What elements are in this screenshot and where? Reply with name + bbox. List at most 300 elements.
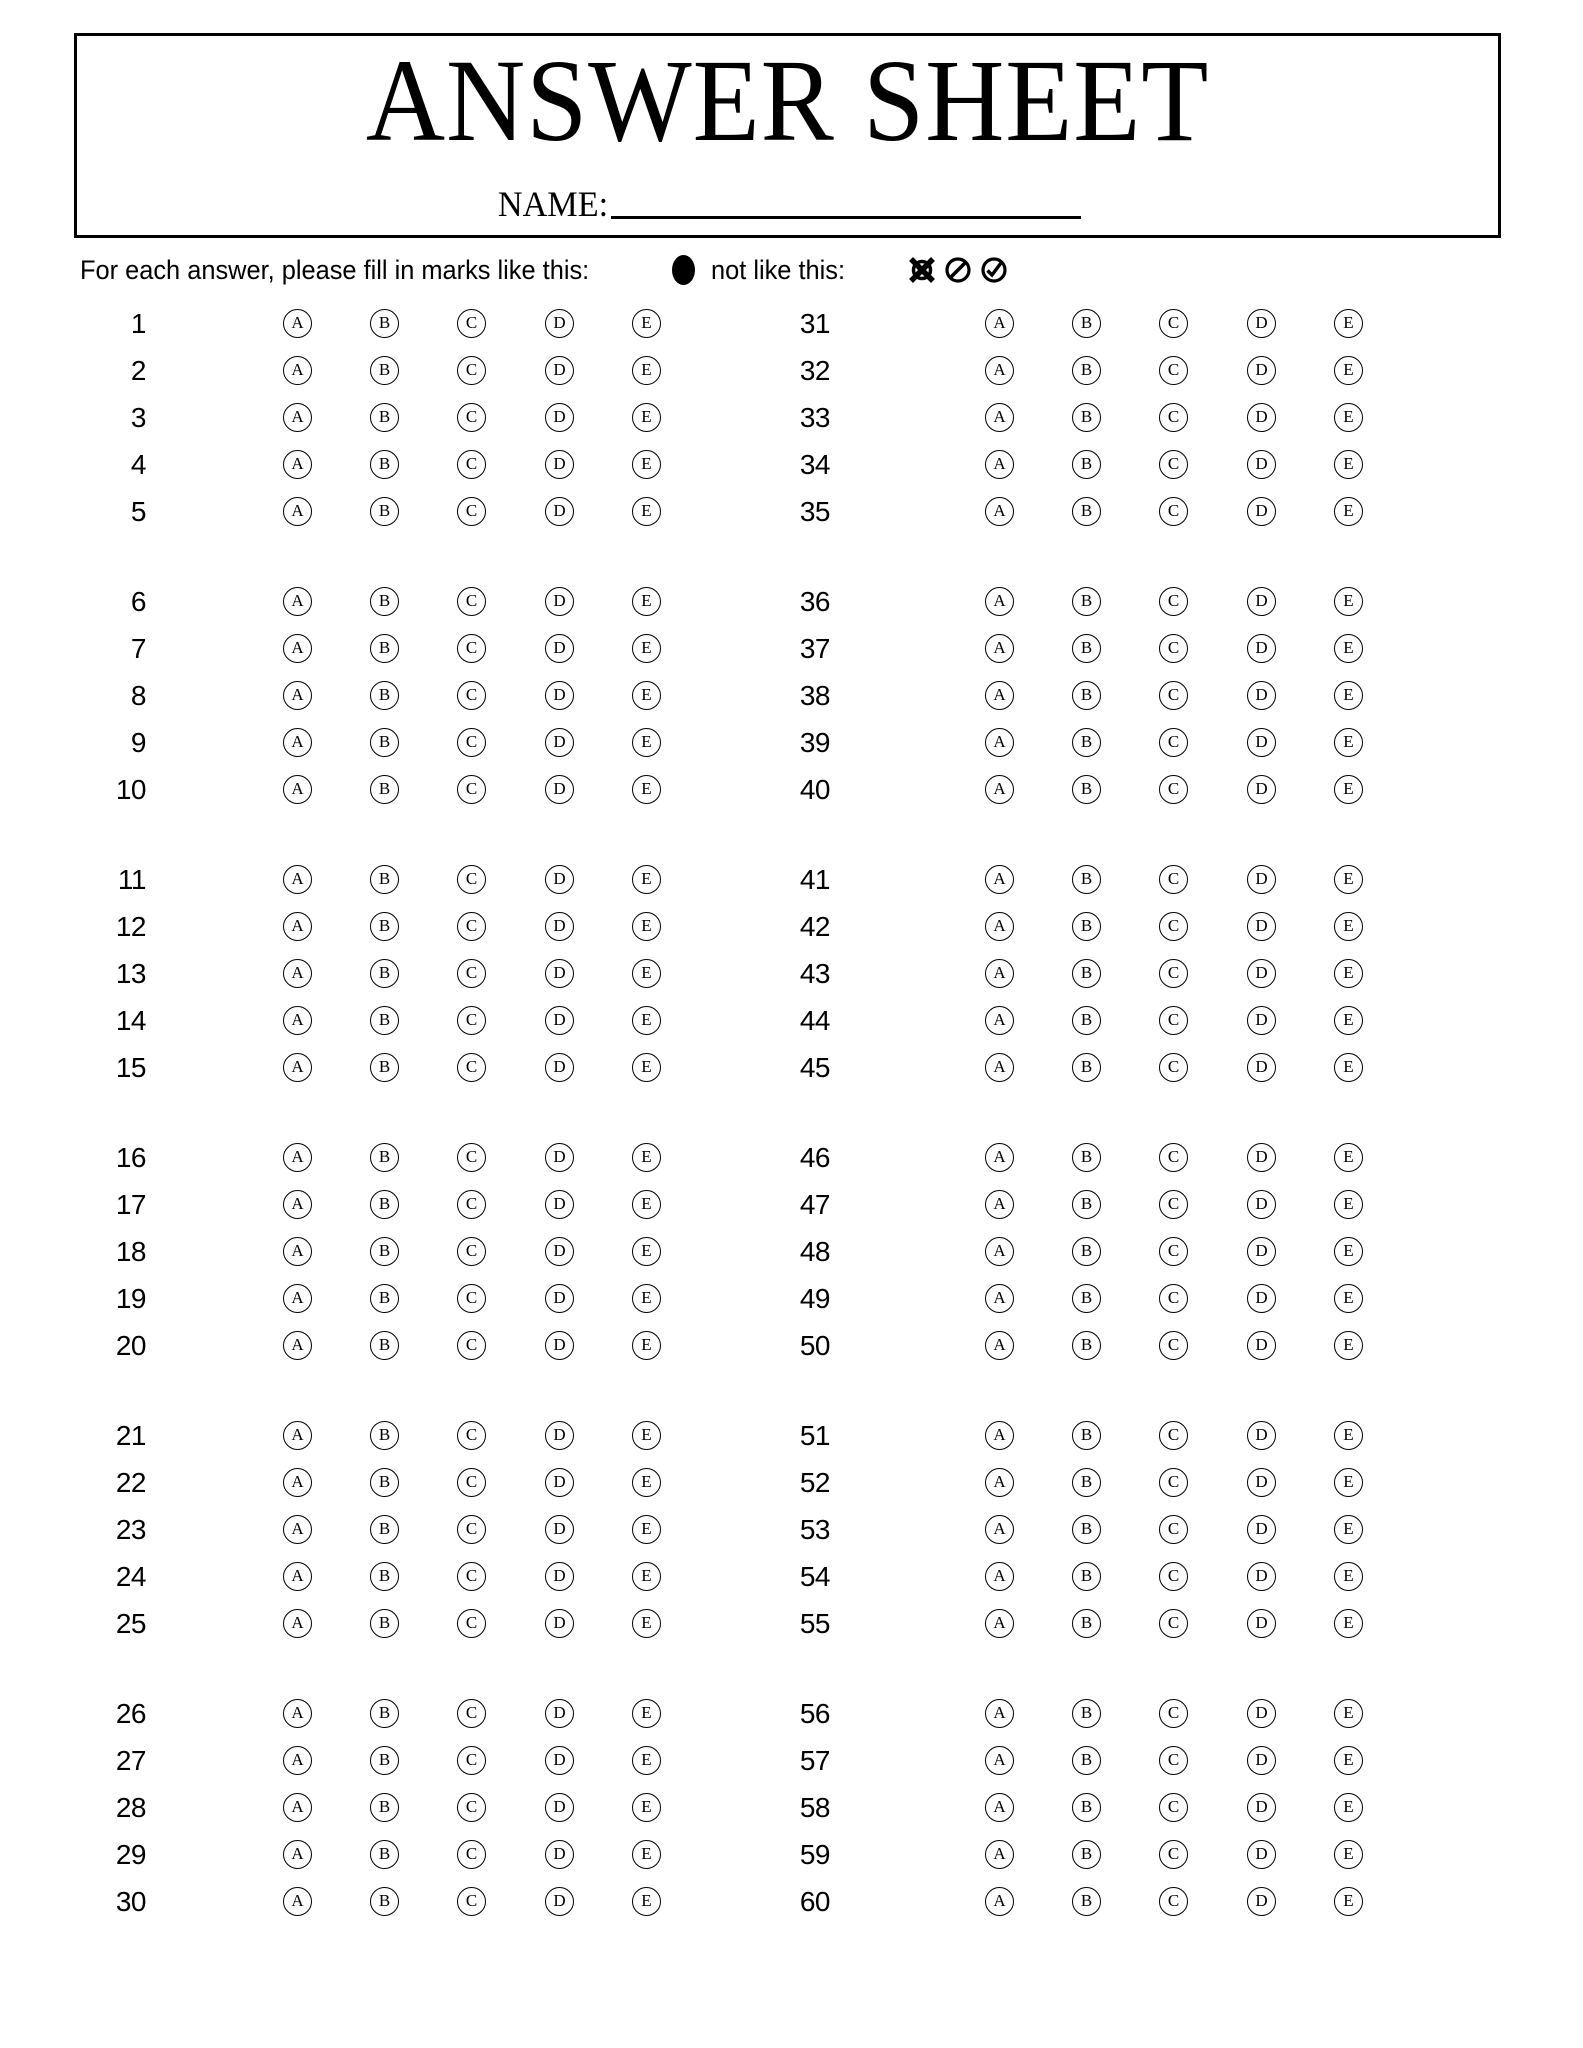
answer-bubble-50-E[interactable]: E	[1334, 1331, 1363, 1360]
answer-bubble-19-C[interactable]: C	[457, 1284, 486, 1313]
answer-bubble-22-A[interactable]: A	[283, 1468, 312, 1497]
answer-bubble-39-D[interactable]: D	[1247, 728, 1276, 757]
answer-bubble-39-B[interactable]: B	[1072, 728, 1101, 757]
answer-bubble-27-A[interactable]: A	[283, 1746, 312, 1775]
answer-bubble-19-D[interactable]: D	[545, 1284, 574, 1313]
answer-bubble-35-A[interactable]: A	[985, 497, 1014, 526]
answer-bubble-41-A[interactable]: A	[985, 865, 1014, 894]
answer-bubble-35-B[interactable]: B	[1072, 497, 1101, 526]
answer-bubble-28-D[interactable]: D	[545, 1793, 574, 1822]
answer-bubble-40-B[interactable]: B	[1072, 775, 1101, 804]
answer-bubble-17-E[interactable]: E	[632, 1190, 661, 1219]
answer-bubble-37-A[interactable]: A	[985, 634, 1014, 663]
answer-bubble-22-D[interactable]: D	[545, 1468, 574, 1497]
answer-bubble-33-D[interactable]: D	[1247, 403, 1276, 432]
answer-bubble-38-C[interactable]: C	[1159, 681, 1188, 710]
answer-bubble-11-D[interactable]: D	[545, 865, 574, 894]
answer-bubble-16-E[interactable]: E	[632, 1143, 661, 1172]
answer-bubble-22-C[interactable]: C	[457, 1468, 486, 1497]
answer-bubble-4-C[interactable]: C	[457, 450, 486, 479]
answer-bubble-12-C[interactable]: C	[457, 912, 486, 941]
answer-bubble-17-B[interactable]: B	[370, 1190, 399, 1219]
answer-bubble-25-B[interactable]: B	[370, 1609, 399, 1638]
answer-bubble-20-C[interactable]: C	[457, 1331, 486, 1360]
answer-bubble-32-C[interactable]: C	[1159, 356, 1188, 385]
answer-bubble-35-E[interactable]: E	[1334, 497, 1363, 526]
answer-bubble-32-A[interactable]: A	[985, 356, 1014, 385]
answer-bubble-9-E[interactable]: E	[632, 728, 661, 757]
answer-bubble-8-C[interactable]: C	[457, 681, 486, 710]
answer-bubble-2-D[interactable]: D	[545, 356, 574, 385]
answer-bubble-37-B[interactable]: B	[1072, 634, 1101, 663]
answer-bubble-51-E[interactable]: E	[1334, 1421, 1363, 1450]
answer-bubble-52-C[interactable]: C	[1159, 1468, 1188, 1497]
answer-bubble-31-E[interactable]: E	[1334, 309, 1363, 338]
answer-bubble-13-B[interactable]: B	[370, 959, 399, 988]
answer-bubble-24-B[interactable]: B	[370, 1562, 399, 1591]
answer-bubble-37-C[interactable]: C	[1159, 634, 1188, 663]
answer-bubble-56-E[interactable]: E	[1334, 1699, 1363, 1728]
answer-bubble-8-B[interactable]: B	[370, 681, 399, 710]
answer-bubble-6-D[interactable]: D	[545, 587, 574, 616]
answer-bubble-55-C[interactable]: C	[1159, 1609, 1188, 1638]
answer-bubble-36-E[interactable]: E	[1334, 587, 1363, 616]
answer-bubble-34-C[interactable]: C	[1159, 450, 1188, 479]
answer-bubble-1-A[interactable]: A	[283, 309, 312, 338]
answer-bubble-32-E[interactable]: E	[1334, 356, 1363, 385]
answer-bubble-46-E[interactable]: E	[1334, 1143, 1363, 1172]
answer-bubble-23-C[interactable]: C	[457, 1515, 486, 1544]
answer-bubble-43-C[interactable]: C	[1159, 959, 1188, 988]
answer-bubble-49-C[interactable]: C	[1159, 1284, 1188, 1313]
answer-bubble-27-C[interactable]: C	[457, 1746, 486, 1775]
answer-bubble-47-C[interactable]: C	[1159, 1190, 1188, 1219]
answer-bubble-25-E[interactable]: E	[632, 1609, 661, 1638]
answer-bubble-40-A[interactable]: A	[985, 775, 1014, 804]
answer-bubble-2-B[interactable]: B	[370, 356, 399, 385]
answer-bubble-9-C[interactable]: C	[457, 728, 486, 757]
answer-bubble-27-B[interactable]: B	[370, 1746, 399, 1775]
answer-bubble-23-E[interactable]: E	[632, 1515, 661, 1544]
answer-bubble-42-E[interactable]: E	[1334, 912, 1363, 941]
answer-bubble-15-C[interactable]: C	[457, 1053, 486, 1082]
answer-bubble-54-B[interactable]: B	[1072, 1562, 1101, 1591]
answer-bubble-52-E[interactable]: E	[1334, 1468, 1363, 1497]
answer-bubble-45-A[interactable]: A	[985, 1053, 1014, 1082]
answer-bubble-41-D[interactable]: D	[1247, 865, 1276, 894]
answer-bubble-40-D[interactable]: D	[1247, 775, 1276, 804]
answer-bubble-53-C[interactable]: C	[1159, 1515, 1188, 1544]
answer-bubble-33-B[interactable]: B	[1072, 403, 1101, 432]
answer-bubble-8-D[interactable]: D	[545, 681, 574, 710]
answer-bubble-1-B[interactable]: B	[370, 309, 399, 338]
answer-bubble-19-B[interactable]: B	[370, 1284, 399, 1313]
answer-bubble-9-D[interactable]: D	[545, 728, 574, 757]
answer-bubble-14-A[interactable]: A	[283, 1006, 312, 1035]
answer-bubble-56-A[interactable]: A	[985, 1699, 1014, 1728]
answer-bubble-11-E[interactable]: E	[632, 865, 661, 894]
answer-bubble-49-D[interactable]: D	[1247, 1284, 1276, 1313]
answer-bubble-28-E[interactable]: E	[632, 1793, 661, 1822]
answer-bubble-57-C[interactable]: C	[1159, 1746, 1188, 1775]
answer-bubble-16-D[interactable]: D	[545, 1143, 574, 1172]
answer-bubble-28-B[interactable]: B	[370, 1793, 399, 1822]
answer-bubble-44-A[interactable]: A	[985, 1006, 1014, 1035]
answer-bubble-56-B[interactable]: B	[1072, 1699, 1101, 1728]
answer-bubble-40-E[interactable]: E	[1334, 775, 1363, 804]
answer-bubble-30-D[interactable]: D	[545, 1887, 574, 1916]
answer-bubble-9-A[interactable]: A	[283, 728, 312, 757]
answer-bubble-26-D[interactable]: D	[545, 1699, 574, 1728]
answer-bubble-58-E[interactable]: E	[1334, 1793, 1363, 1822]
answer-bubble-45-D[interactable]: D	[1247, 1053, 1276, 1082]
answer-bubble-42-D[interactable]: D	[1247, 912, 1276, 941]
answer-bubble-55-E[interactable]: E	[1334, 1609, 1363, 1638]
answer-bubble-4-A[interactable]: A	[283, 450, 312, 479]
answer-bubble-37-E[interactable]: E	[1334, 634, 1363, 663]
answer-bubble-5-A[interactable]: A	[283, 497, 312, 526]
answer-bubble-24-A[interactable]: A	[283, 1562, 312, 1591]
answer-bubble-48-E[interactable]: E	[1334, 1237, 1363, 1266]
answer-bubble-31-A[interactable]: A	[985, 309, 1014, 338]
answer-bubble-32-D[interactable]: D	[1247, 356, 1276, 385]
answer-bubble-53-D[interactable]: D	[1247, 1515, 1276, 1544]
answer-bubble-59-A[interactable]: A	[985, 1840, 1014, 1869]
answer-bubble-48-C[interactable]: C	[1159, 1237, 1188, 1266]
answer-bubble-52-D[interactable]: D	[1247, 1468, 1276, 1497]
answer-bubble-30-B[interactable]: B	[370, 1887, 399, 1916]
answer-bubble-11-C[interactable]: C	[457, 865, 486, 894]
answer-bubble-23-B[interactable]: B	[370, 1515, 399, 1544]
answer-bubble-48-D[interactable]: D	[1247, 1237, 1276, 1266]
answer-bubble-25-A[interactable]: A	[283, 1609, 312, 1638]
answer-bubble-7-B[interactable]: B	[370, 634, 399, 663]
answer-bubble-21-D[interactable]: D	[545, 1421, 574, 1450]
answer-bubble-38-B[interactable]: B	[1072, 681, 1101, 710]
answer-bubble-16-A[interactable]: A	[283, 1143, 312, 1172]
answer-bubble-54-D[interactable]: D	[1247, 1562, 1276, 1591]
answer-bubble-42-A[interactable]: A	[985, 912, 1014, 941]
answer-bubble-57-E[interactable]: E	[1334, 1746, 1363, 1775]
answer-bubble-49-B[interactable]: B	[1072, 1284, 1101, 1313]
answer-bubble-10-E[interactable]: E	[632, 775, 661, 804]
answer-bubble-35-D[interactable]: D	[1247, 497, 1276, 526]
answer-bubble-58-D[interactable]: D	[1247, 1793, 1276, 1822]
answer-bubble-43-E[interactable]: E	[1334, 959, 1363, 988]
answer-bubble-37-D[interactable]: D	[1247, 634, 1276, 663]
answer-bubble-13-D[interactable]: D	[545, 959, 574, 988]
answer-bubble-12-B[interactable]: B	[370, 912, 399, 941]
answer-bubble-18-B[interactable]: B	[370, 1237, 399, 1266]
answer-bubble-7-A[interactable]: A	[283, 634, 312, 663]
answer-bubble-34-D[interactable]: D	[1247, 450, 1276, 479]
answer-bubble-21-A[interactable]: A	[283, 1421, 312, 1450]
answer-bubble-44-D[interactable]: D	[1247, 1006, 1276, 1035]
answer-bubble-21-B[interactable]: B	[370, 1421, 399, 1450]
answer-bubble-29-D[interactable]: D	[545, 1840, 574, 1869]
answer-bubble-15-E[interactable]: E	[632, 1053, 661, 1082]
answer-bubble-6-E[interactable]: E	[632, 587, 661, 616]
answer-bubble-3-B[interactable]: B	[370, 403, 399, 432]
answer-bubble-43-A[interactable]: A	[985, 959, 1014, 988]
answer-bubble-26-B[interactable]: B	[370, 1699, 399, 1728]
answer-bubble-20-A[interactable]: A	[283, 1331, 312, 1360]
answer-bubble-58-C[interactable]: C	[1159, 1793, 1188, 1822]
answer-bubble-3-D[interactable]: D	[545, 403, 574, 432]
name-input[interactable]	[611, 216, 1081, 219]
answer-bubble-4-B[interactable]: B	[370, 450, 399, 479]
answer-bubble-24-D[interactable]: D	[545, 1562, 574, 1591]
answer-bubble-54-C[interactable]: C	[1159, 1562, 1188, 1591]
answer-bubble-50-C[interactable]: C	[1159, 1331, 1188, 1360]
answer-bubble-5-B[interactable]: B	[370, 497, 399, 526]
answer-bubble-53-B[interactable]: B	[1072, 1515, 1101, 1544]
answer-bubble-28-A[interactable]: A	[283, 1793, 312, 1822]
answer-bubble-51-A[interactable]: A	[985, 1421, 1014, 1450]
answer-bubble-5-E[interactable]: E	[632, 497, 661, 526]
answer-bubble-31-D[interactable]: D	[1247, 309, 1276, 338]
answer-bubble-10-A[interactable]: A	[283, 775, 312, 804]
answer-bubble-39-C[interactable]: C	[1159, 728, 1188, 757]
answer-bubble-49-A[interactable]: A	[985, 1284, 1014, 1313]
answer-bubble-10-C[interactable]: C	[457, 775, 486, 804]
answer-bubble-55-B[interactable]: B	[1072, 1609, 1101, 1638]
answer-bubble-30-C[interactable]: C	[457, 1887, 486, 1916]
answer-bubble-12-E[interactable]: E	[632, 912, 661, 941]
answer-bubble-22-B[interactable]: B	[370, 1468, 399, 1497]
answer-bubble-3-C[interactable]: C	[457, 403, 486, 432]
answer-bubble-21-C[interactable]: C	[457, 1421, 486, 1450]
answer-bubble-60-C[interactable]: C	[1159, 1887, 1188, 1916]
answer-bubble-58-A[interactable]: A	[985, 1793, 1014, 1822]
answer-bubble-29-C[interactable]: C	[457, 1840, 486, 1869]
answer-bubble-1-C[interactable]: C	[457, 309, 486, 338]
answer-bubble-24-E[interactable]: E	[632, 1562, 661, 1591]
answer-bubble-5-C[interactable]: C	[457, 497, 486, 526]
answer-bubble-29-B[interactable]: B	[370, 1840, 399, 1869]
answer-bubble-33-E[interactable]: E	[1334, 403, 1363, 432]
answer-bubble-14-C[interactable]: C	[457, 1006, 486, 1035]
answer-bubble-27-E[interactable]: E	[632, 1746, 661, 1775]
answer-bubble-26-A[interactable]: A	[283, 1699, 312, 1728]
answer-bubble-59-E[interactable]: E	[1334, 1840, 1363, 1869]
answer-bubble-50-A[interactable]: A	[985, 1331, 1014, 1360]
answer-bubble-31-B[interactable]: B	[1072, 309, 1101, 338]
answer-bubble-33-A[interactable]: A	[985, 403, 1014, 432]
answer-bubble-34-B[interactable]: B	[1072, 450, 1101, 479]
answer-bubble-47-A[interactable]: A	[985, 1190, 1014, 1219]
answer-bubble-46-C[interactable]: C	[1159, 1143, 1188, 1172]
answer-bubble-12-D[interactable]: D	[545, 912, 574, 941]
answer-bubble-57-A[interactable]: A	[985, 1746, 1014, 1775]
answer-bubble-26-E[interactable]: E	[632, 1699, 661, 1728]
answer-bubble-31-C[interactable]: C	[1159, 309, 1188, 338]
answer-bubble-59-D[interactable]: D	[1247, 1840, 1276, 1869]
answer-bubble-40-C[interactable]: C	[1159, 775, 1188, 804]
answer-bubble-4-D[interactable]: D	[545, 450, 574, 479]
answer-bubble-56-C[interactable]: C	[1159, 1699, 1188, 1728]
answer-bubble-46-B[interactable]: B	[1072, 1143, 1101, 1172]
answer-bubble-11-A[interactable]: A	[283, 865, 312, 894]
answer-bubble-54-A[interactable]: A	[985, 1562, 1014, 1591]
answer-bubble-6-B[interactable]: B	[370, 587, 399, 616]
answer-bubble-49-E[interactable]: E	[1334, 1284, 1363, 1313]
answer-bubble-54-E[interactable]: E	[1334, 1562, 1363, 1591]
answer-bubble-42-C[interactable]: C	[1159, 912, 1188, 941]
answer-bubble-36-C[interactable]: C	[1159, 587, 1188, 616]
answer-bubble-35-C[interactable]: C	[1159, 497, 1188, 526]
answer-bubble-13-E[interactable]: E	[632, 959, 661, 988]
answer-bubble-32-B[interactable]: B	[1072, 356, 1101, 385]
answer-bubble-51-C[interactable]: C	[1159, 1421, 1188, 1450]
answer-bubble-13-A[interactable]: A	[283, 959, 312, 988]
answer-bubble-30-A[interactable]: A	[283, 1887, 312, 1916]
answer-bubble-8-A[interactable]: A	[283, 681, 312, 710]
answer-bubble-44-B[interactable]: B	[1072, 1006, 1101, 1035]
answer-bubble-14-D[interactable]: D	[545, 1006, 574, 1035]
answer-bubble-20-D[interactable]: D	[545, 1331, 574, 1360]
answer-bubble-2-A[interactable]: A	[283, 356, 312, 385]
answer-bubble-10-B[interactable]: B	[370, 775, 399, 804]
answer-bubble-56-D[interactable]: D	[1247, 1699, 1276, 1728]
answer-bubble-15-D[interactable]: D	[545, 1053, 574, 1082]
answer-bubble-24-C[interactable]: C	[457, 1562, 486, 1591]
answer-bubble-5-D[interactable]: D	[545, 497, 574, 526]
answer-bubble-55-D[interactable]: D	[1247, 1609, 1276, 1638]
answer-bubble-41-E[interactable]: E	[1334, 865, 1363, 894]
answer-bubble-26-C[interactable]: C	[457, 1699, 486, 1728]
answer-bubble-15-B[interactable]: B	[370, 1053, 399, 1082]
answer-bubble-18-C[interactable]: C	[457, 1237, 486, 1266]
answer-bubble-29-A[interactable]: A	[283, 1840, 312, 1869]
answer-bubble-47-D[interactable]: D	[1247, 1190, 1276, 1219]
answer-bubble-39-E[interactable]: E	[1334, 728, 1363, 757]
answer-bubble-10-D[interactable]: D	[545, 775, 574, 804]
answer-bubble-52-A[interactable]: A	[985, 1468, 1014, 1497]
answer-bubble-48-B[interactable]: B	[1072, 1237, 1101, 1266]
answer-bubble-59-C[interactable]: C	[1159, 1840, 1188, 1869]
answer-bubble-60-B[interactable]: B	[1072, 1887, 1101, 1916]
answer-bubble-7-E[interactable]: E	[632, 634, 661, 663]
answer-bubble-18-D[interactable]: D	[545, 1237, 574, 1266]
answer-bubble-60-E[interactable]: E	[1334, 1887, 1363, 1916]
answer-bubble-36-D[interactable]: D	[1247, 587, 1276, 616]
answer-bubble-20-B[interactable]: B	[370, 1331, 399, 1360]
answer-bubble-58-B[interactable]: B	[1072, 1793, 1101, 1822]
answer-bubble-30-E[interactable]: E	[632, 1887, 661, 1916]
answer-bubble-23-D[interactable]: D	[545, 1515, 574, 1544]
answer-bubble-38-A[interactable]: A	[985, 681, 1014, 710]
answer-bubble-57-B[interactable]: B	[1072, 1746, 1101, 1775]
answer-bubble-33-C[interactable]: C	[1159, 403, 1188, 432]
answer-bubble-1-E[interactable]: E	[632, 309, 661, 338]
answer-bubble-17-D[interactable]: D	[545, 1190, 574, 1219]
answer-bubble-43-B[interactable]: B	[1072, 959, 1101, 988]
answer-bubble-47-B[interactable]: B	[1072, 1190, 1101, 1219]
answer-bubble-55-A[interactable]: A	[985, 1609, 1014, 1638]
answer-bubble-46-D[interactable]: D	[1247, 1143, 1276, 1172]
answer-bubble-14-E[interactable]: E	[632, 1006, 661, 1035]
answer-bubble-47-E[interactable]: E	[1334, 1190, 1363, 1219]
answer-bubble-12-A[interactable]: A	[283, 912, 312, 941]
answer-bubble-17-C[interactable]: C	[457, 1190, 486, 1219]
answer-bubble-25-C[interactable]: C	[457, 1609, 486, 1638]
answer-bubble-34-E[interactable]: E	[1334, 450, 1363, 479]
answer-bubble-39-A[interactable]: A	[985, 728, 1014, 757]
answer-bubble-17-A[interactable]: A	[283, 1190, 312, 1219]
answer-bubble-9-B[interactable]: B	[370, 728, 399, 757]
answer-bubble-19-E[interactable]: E	[632, 1284, 661, 1313]
answer-bubble-4-E[interactable]: E	[632, 450, 661, 479]
answer-bubble-52-B[interactable]: B	[1072, 1468, 1101, 1497]
answer-bubble-2-E[interactable]: E	[632, 356, 661, 385]
answer-bubble-45-B[interactable]: B	[1072, 1053, 1101, 1082]
answer-bubble-60-A[interactable]: A	[985, 1887, 1014, 1916]
answer-bubble-48-A[interactable]: A	[985, 1237, 1014, 1266]
answer-bubble-21-E[interactable]: E	[632, 1421, 661, 1450]
answer-bubble-20-E[interactable]: E	[632, 1331, 661, 1360]
answer-bubble-53-A[interactable]: A	[985, 1515, 1014, 1544]
answer-bubble-36-A[interactable]: A	[985, 587, 1014, 616]
answer-bubble-23-A[interactable]: A	[283, 1515, 312, 1544]
answer-bubble-13-C[interactable]: C	[457, 959, 486, 988]
answer-bubble-28-C[interactable]: C	[457, 1793, 486, 1822]
answer-bubble-11-B[interactable]: B	[370, 865, 399, 894]
answer-bubble-46-A[interactable]: A	[985, 1143, 1014, 1172]
answer-bubble-38-E[interactable]: E	[1334, 681, 1363, 710]
answer-bubble-2-C[interactable]: C	[457, 356, 486, 385]
answer-bubble-50-B[interactable]: B	[1072, 1331, 1101, 1360]
answer-bubble-38-D[interactable]: D	[1247, 681, 1276, 710]
answer-bubble-18-A[interactable]: A	[283, 1237, 312, 1266]
answer-bubble-19-A[interactable]: A	[283, 1284, 312, 1313]
answer-bubble-42-B[interactable]: B	[1072, 912, 1101, 941]
answer-bubble-43-D[interactable]: D	[1247, 959, 1276, 988]
answer-bubble-3-A[interactable]: A	[283, 403, 312, 432]
answer-bubble-7-D[interactable]: D	[545, 634, 574, 663]
answer-bubble-44-C[interactable]: C	[1159, 1006, 1188, 1035]
answer-bubble-51-B[interactable]: B	[1072, 1421, 1101, 1450]
answer-bubble-45-C[interactable]: C	[1159, 1053, 1188, 1082]
answer-bubble-51-D[interactable]: D	[1247, 1421, 1276, 1450]
answer-bubble-6-A[interactable]: A	[283, 587, 312, 616]
answer-bubble-59-B[interactable]: B	[1072, 1840, 1101, 1869]
answer-bubble-14-B[interactable]: B	[370, 1006, 399, 1035]
answer-bubble-60-D[interactable]: D	[1247, 1887, 1276, 1916]
answer-bubble-16-C[interactable]: C	[457, 1143, 486, 1172]
answer-bubble-34-A[interactable]: A	[985, 450, 1014, 479]
answer-bubble-36-B[interactable]: B	[1072, 587, 1101, 616]
answer-bubble-3-E[interactable]: E	[632, 403, 661, 432]
answer-bubble-16-B[interactable]: B	[370, 1143, 399, 1172]
answer-bubble-41-B[interactable]: B	[1072, 865, 1101, 894]
answer-bubble-45-E[interactable]: E	[1334, 1053, 1363, 1082]
answer-bubble-25-D[interactable]: D	[545, 1609, 574, 1638]
answer-bubble-27-D[interactable]: D	[545, 1746, 574, 1775]
answer-bubble-41-C[interactable]: C	[1159, 865, 1188, 894]
answer-bubble-44-E[interactable]: E	[1334, 1006, 1363, 1035]
answer-bubble-15-A[interactable]: A	[283, 1053, 312, 1082]
answer-bubble-57-D[interactable]: D	[1247, 1746, 1276, 1775]
answer-bubble-50-D[interactable]: D	[1247, 1331, 1276, 1360]
answer-bubble-8-E[interactable]: E	[632, 681, 661, 710]
answer-bubble-18-E[interactable]: E	[632, 1237, 661, 1266]
answer-bubble-22-E[interactable]: E	[632, 1468, 661, 1497]
answer-bubble-1-D[interactable]: D	[545, 309, 574, 338]
answer-bubble-6-C[interactable]: C	[457, 587, 486, 616]
answer-bubble-7-C[interactable]: C	[457, 634, 486, 663]
answer-bubble-53-E[interactable]: E	[1334, 1515, 1363, 1544]
